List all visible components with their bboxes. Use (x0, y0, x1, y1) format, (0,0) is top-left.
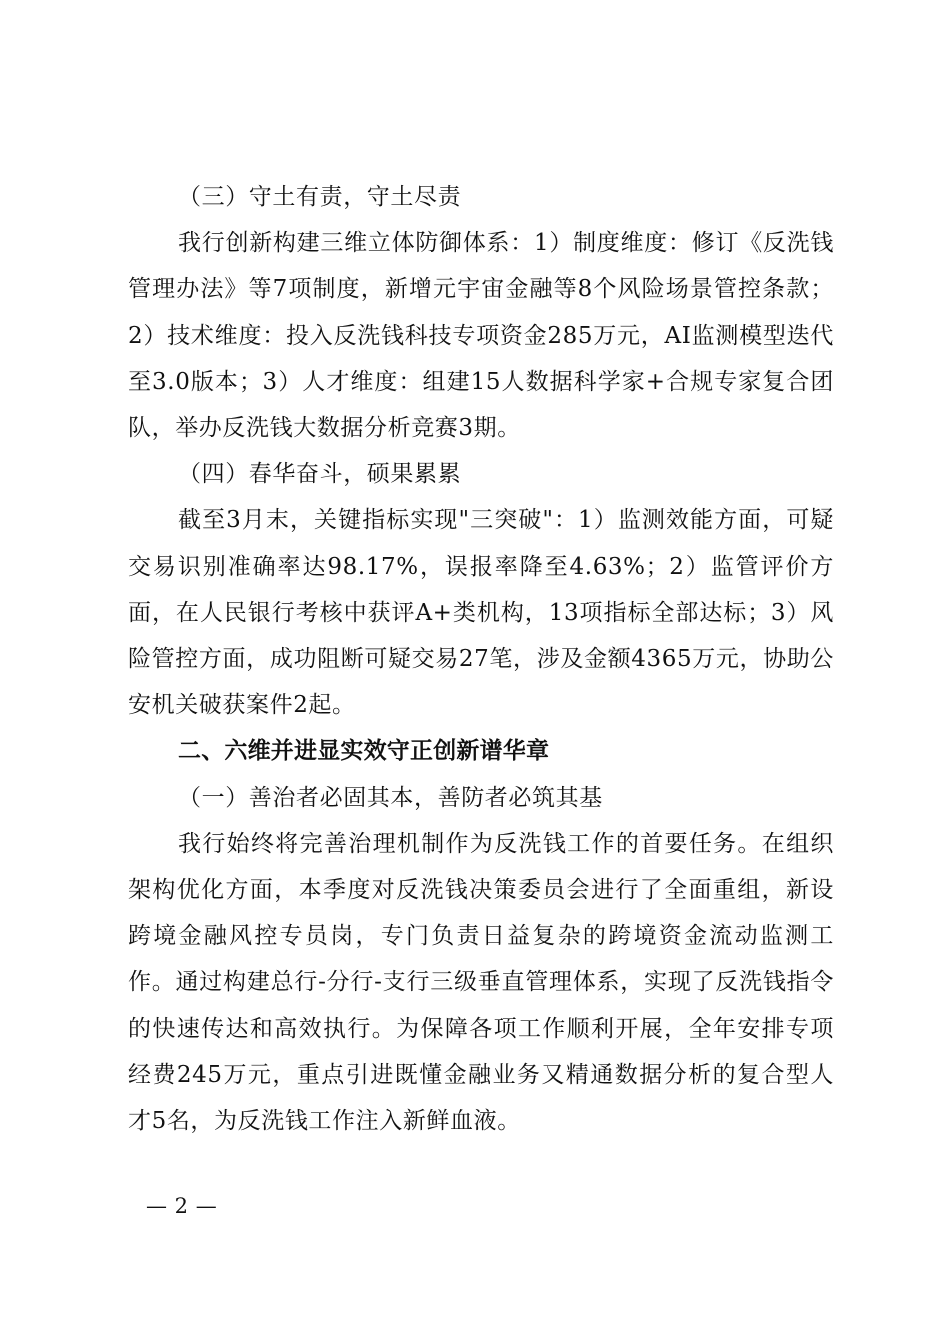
page-number: — 2 — (146, 1194, 218, 1218)
section-heading-four: （四）春华奋斗，硕果累累 (178, 461, 462, 488)
subsection-paragraph-one: 我行始终将完善治理机制作为反洗钱工作的首要任务。在组织架构优化方面，本季度对反洗钱决策委员会进行了全面重组，新设跨境金融风控专员岗，专门负责日益复杂的跨境资金流动监测工作。通过构建总行-分行-支行三级垂直管理体系，实现了反洗钱指令的快速传达和高效执行。为保障各项工作顺利开展，全年安排专项经费245万元，重点引进既懂金融业务又精通数据分析的复合型人才5名，为反洗钱工作注入新鲜血液。 (128, 830, 834, 1135)
section-paragraph-four: 截至3月末，关键指标实现"三突破"：1）监测效能方面，可疑交易识别准确率达98.17%，误报率降至4.63%；2）监管评价方面，在人民银行考核中获评A+类机构，13项指标全部达标；3）风险管控方面，成功阻断可疑交易27笔，涉及金额4365万元，协助公安机关破获案件2起。 (128, 507, 834, 719)
subsection-heading-one: （一）善治者必固其本，善防者必筑其基 (178, 784, 603, 811)
section-heading-three: （三）守土有责，守土尽责 (178, 184, 462, 210)
document-body (128, 174, 834, 1144)
section-paragraph-three: 我行创新构建三维立体防御体系：1）制度维度：修订《反洗钱管理办法》等7项制度，新增元宇宙金融等8个风险场景管控条款；2）技术维度：投入反洗钱科技专项资金285万元，AI监测模型迭代至3.0版本；3）人才维度：组建15人数据科学家+合规专家复合团队，举办反洗钱大数据分析竞赛3期。 (128, 230, 834, 442)
part-two-heading: 二、六维并进显实效守正创新谱华章 (178, 738, 550, 765)
